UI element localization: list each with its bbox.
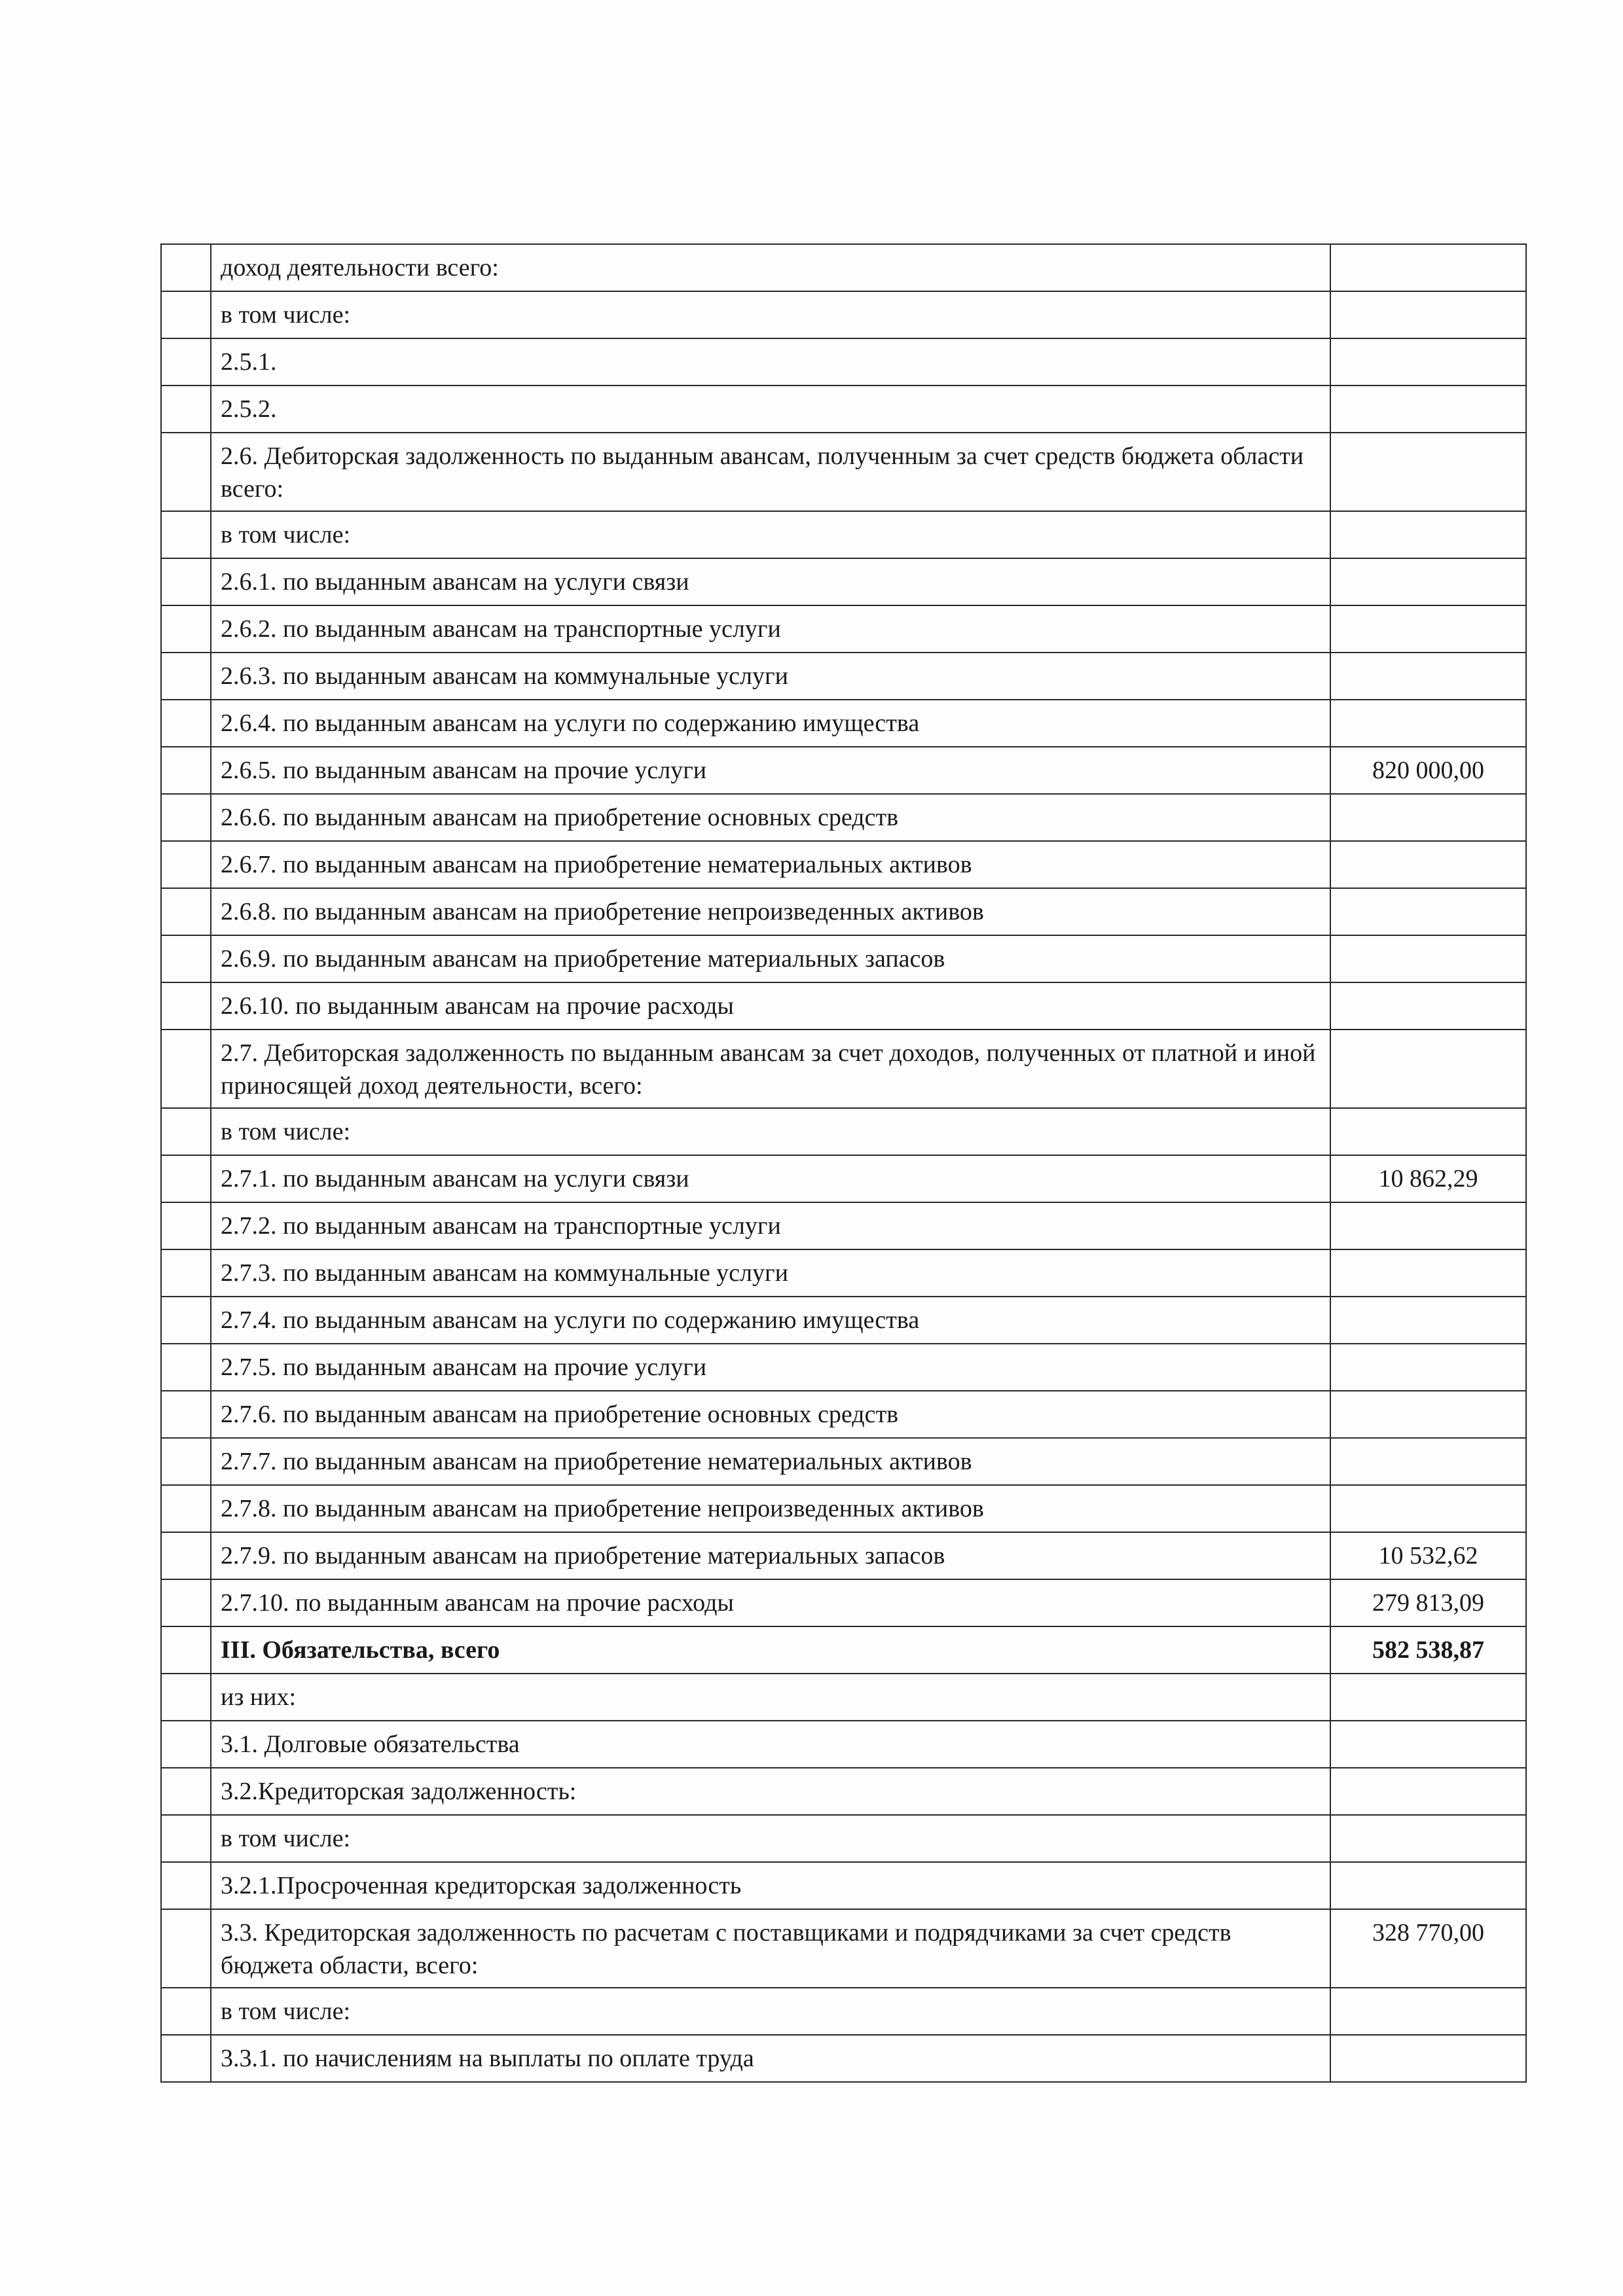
table-row — [161, 511, 1526, 558]
row-label-cell: доход деятельности всего: — [211, 244, 1330, 291]
row-value-cell — [1330, 1815, 1526, 1862]
row-number-cell — [161, 1108, 211, 1155]
row-number-cell — [161, 2035, 211, 2082]
row-label-cell: 2.6.5. по выданным авансам на прочие услуги — [211, 747, 1330, 794]
row-value-cell — [1330, 244, 1526, 291]
row-number-cell — [161, 1674, 211, 1721]
table-row — [161, 1485, 1526, 1532]
row-number-cell — [161, 1249, 211, 1297]
row-number-cell — [161, 841, 211, 888]
row-label-cell: в том числе: — [211, 1815, 1330, 1862]
row-label-cell: из них: — [211, 1674, 1330, 1721]
row-value-cell — [1330, 1438, 1526, 1485]
table-row — [161, 1391, 1526, 1438]
row-number-cell — [161, 700, 211, 747]
row-label-cell: 2.7.5. по выданным авансам на прочие услуги — [211, 1344, 1330, 1391]
table-row — [161, 1249, 1526, 1297]
row-value-cell — [1330, 1674, 1526, 1721]
row-number-cell — [161, 338, 211, 386]
table-row — [161, 1532, 1526, 1579]
row-number-cell — [161, 386, 211, 433]
row-label-cell: 2.7.8. по выданным авансам на приобретение непроизведенных активов — [211, 1485, 1330, 1532]
row-number-cell — [161, 1391, 211, 1438]
row-label-cell: 2.6.8. по выданным авансам на приобретение непроизведенных активов — [211, 888, 1330, 935]
table-row — [161, 1626, 1526, 1674]
row-label-cell: 2.6.7. по выданным авансам на приобретение нематериальных активов — [211, 841, 1330, 888]
table-row — [161, 1721, 1526, 1768]
row-label-cell: 2.6. Дебиторская задолженность по выданным авансам, полученным за счет средств бюджета области всего: — [211, 433, 1330, 511]
table-row — [161, 433, 1526, 511]
row-value-cell — [1330, 1344, 1526, 1391]
table-row — [161, 1202, 1526, 1249]
row-value-cell: 10 532,62 — [1330, 1532, 1526, 1579]
report-table-body — [161, 244, 1526, 2082]
row-label-cell: 2.6.1. по выданным авансам на услуги связи — [211, 558, 1330, 605]
row-number-cell — [161, 653, 211, 700]
row-value-cell — [1330, 1202, 1526, 1249]
table-row — [161, 558, 1526, 605]
row-number-cell — [161, 888, 211, 935]
row-value-cell — [1330, 511, 1526, 558]
table-row — [161, 244, 1526, 291]
row-value-cell — [1330, 1485, 1526, 1532]
table-row — [161, 888, 1526, 935]
row-number-cell — [161, 558, 211, 605]
row-value-cell — [1330, 1249, 1526, 1297]
table-row — [161, 605, 1526, 653]
row-value-cell — [1330, 1297, 1526, 1344]
row-value-cell: 328 770,00 — [1330, 1909, 1526, 1988]
row-value-cell — [1330, 1108, 1526, 1155]
table-row — [161, 338, 1526, 386]
row-label-cell: 2.7. Дебиторская задолженность по выданным авансам за счет доходов, полученных от платной и иной приносящей доход деятельности, всего: — [211, 1030, 1330, 1108]
table-row — [161, 1297, 1526, 1344]
row-label-cell: 3.2.1.Просроченная кредиторская задолженность — [211, 1862, 1330, 1909]
row-label-cell: 2.6.4. по выданным авансам на услуги по содержанию имущества — [211, 700, 1330, 747]
row-number-cell — [161, 747, 211, 794]
row-label-cell: в том числе: — [211, 511, 1330, 558]
row-value-cell — [1330, 700, 1526, 747]
row-value-cell: 820 000,00 — [1330, 747, 1526, 794]
row-number-cell — [161, 1988, 211, 2035]
row-number-cell — [161, 1626, 211, 1674]
row-number-cell — [161, 605, 211, 653]
row-value-cell — [1330, 558, 1526, 605]
table-row — [161, 1988, 1526, 2035]
row-value-cell — [1330, 386, 1526, 433]
row-value-cell — [1330, 291, 1526, 338]
row-number-cell — [161, 511, 211, 558]
table-row — [161, 1155, 1526, 1202]
row-label-cell: 2.6.3. по выданным авансам на коммунальные услуги — [211, 653, 1330, 700]
row-label-cell: 2.5.2. — [211, 386, 1330, 433]
row-label-cell: III. Обязательства, всего — [211, 1626, 1330, 1674]
table-row — [161, 982, 1526, 1030]
row-number-cell — [161, 982, 211, 1030]
row-value-cell — [1330, 2035, 1526, 2082]
row-label-cell: в том числе: — [211, 1108, 1330, 1155]
row-value-cell — [1330, 935, 1526, 982]
row-value-cell — [1330, 605, 1526, 653]
table-row — [161, 1768, 1526, 1815]
row-number-cell — [161, 935, 211, 982]
table-row — [161, 1344, 1526, 1391]
row-value-cell — [1330, 653, 1526, 700]
table-row — [161, 386, 1526, 433]
row-value-cell: 279 813,09 — [1330, 1579, 1526, 1626]
row-label-cell: в том числе: — [211, 1988, 1330, 2035]
row-number-cell — [161, 433, 211, 511]
row-number-cell — [161, 244, 211, 291]
table-row — [161, 794, 1526, 841]
row-label-cell: 2.6.10. по выданным авансам на прочие расходы — [211, 982, 1330, 1030]
row-number-cell — [161, 1815, 211, 1862]
row-number-cell — [161, 794, 211, 841]
row-number-cell — [161, 1485, 211, 1532]
row-label-cell: 3.1. Долговые обязательства — [211, 1721, 1330, 1768]
row-label-cell: 2.7.4. по выданным авансам на услуги по содержанию имущества — [211, 1297, 1330, 1344]
row-label-cell: 3.3. Кредиторская задолженность по расчетам с поставщиками и подрядчиками за счет средств бюджета области, всего: — [211, 1909, 1330, 1988]
row-value-cell — [1330, 1391, 1526, 1438]
row-number-cell — [161, 1768, 211, 1815]
row-label-cell: 2.7.3. по выданным авансам на коммунальные услуги — [211, 1249, 1330, 1297]
table-row — [161, 1815, 1526, 1862]
table-row — [161, 1674, 1526, 1721]
row-label-cell: 2.7.1. по выданным авансам на услуги связи — [211, 1155, 1330, 1202]
row-label-cell: 2.5.1. — [211, 338, 1330, 386]
row-label-cell: 2.6.9. по выданным авансам на приобретение материальных запасов — [211, 935, 1330, 982]
table-row — [161, 1108, 1526, 1155]
table-row — [161, 2035, 1526, 2082]
row-value-cell — [1330, 1862, 1526, 1909]
row-label-cell: 2.7.6. по выданным авансам на приобретение основных средств — [211, 1391, 1330, 1438]
row-number-cell — [161, 291, 211, 338]
row-value-cell — [1330, 1768, 1526, 1815]
table-row — [161, 700, 1526, 747]
row-label-cell: 2.6.2. по выданным авансам на транспортные услуги — [211, 605, 1330, 653]
table-row — [161, 1909, 1526, 1988]
table-row — [161, 841, 1526, 888]
row-label-cell: 2.6.6. по выданным авансам на приобретение основных средств — [211, 794, 1330, 841]
row-number-cell — [161, 1579, 211, 1626]
row-label-cell: 2.7.7. по выданным авансам на приобретение нематериальных активов — [211, 1438, 1330, 1485]
row-value-cell — [1330, 982, 1526, 1030]
table-row — [161, 653, 1526, 700]
row-value-cell — [1330, 1721, 1526, 1768]
row-label-cell: 2.7.9. по выданным авансам на приобретение материальных запасов — [211, 1532, 1330, 1579]
row-number-cell — [161, 1155, 211, 1202]
row-number-cell — [161, 1030, 211, 1108]
row-value-cell: 582 538,87 — [1330, 1626, 1526, 1674]
row-value-cell — [1330, 841, 1526, 888]
row-number-cell — [161, 1438, 211, 1485]
financial-report-table — [160, 243, 1527, 2083]
row-value-cell — [1330, 338, 1526, 386]
table-row — [161, 1579, 1526, 1626]
row-number-cell — [161, 1721, 211, 1768]
row-number-cell — [161, 1862, 211, 1909]
row-label-cell: 3.3.1. по начислениям на выплаты по оплате труда — [211, 2035, 1330, 2082]
row-value-cell — [1330, 433, 1526, 511]
row-value-cell — [1330, 888, 1526, 935]
row-value-cell — [1330, 1988, 1526, 2035]
table-row — [161, 1862, 1526, 1909]
row-label-cell: 2.7.10. по выданным авансам на прочие расходы — [211, 1579, 1330, 1626]
row-label-cell: в том числе: — [211, 291, 1330, 338]
row-label-cell: 2.7.2. по выданным авансам на транспортные услуги — [211, 1202, 1330, 1249]
table-row — [161, 1030, 1526, 1108]
row-value-cell — [1330, 1030, 1526, 1108]
table-row — [161, 747, 1526, 794]
row-number-cell — [161, 1532, 211, 1579]
row-number-cell — [161, 1344, 211, 1391]
row-number-cell — [161, 1297, 211, 1344]
row-value-cell: 10 862,29 — [1330, 1155, 1526, 1202]
table-row — [161, 935, 1526, 982]
row-number-cell — [161, 1909, 211, 1988]
row-label-cell: 3.2.Кредиторская задолженность: — [211, 1768, 1330, 1815]
row-number-cell — [161, 1202, 211, 1249]
row-value-cell — [1330, 794, 1526, 841]
table-row — [161, 1438, 1526, 1485]
table-row — [161, 291, 1526, 338]
